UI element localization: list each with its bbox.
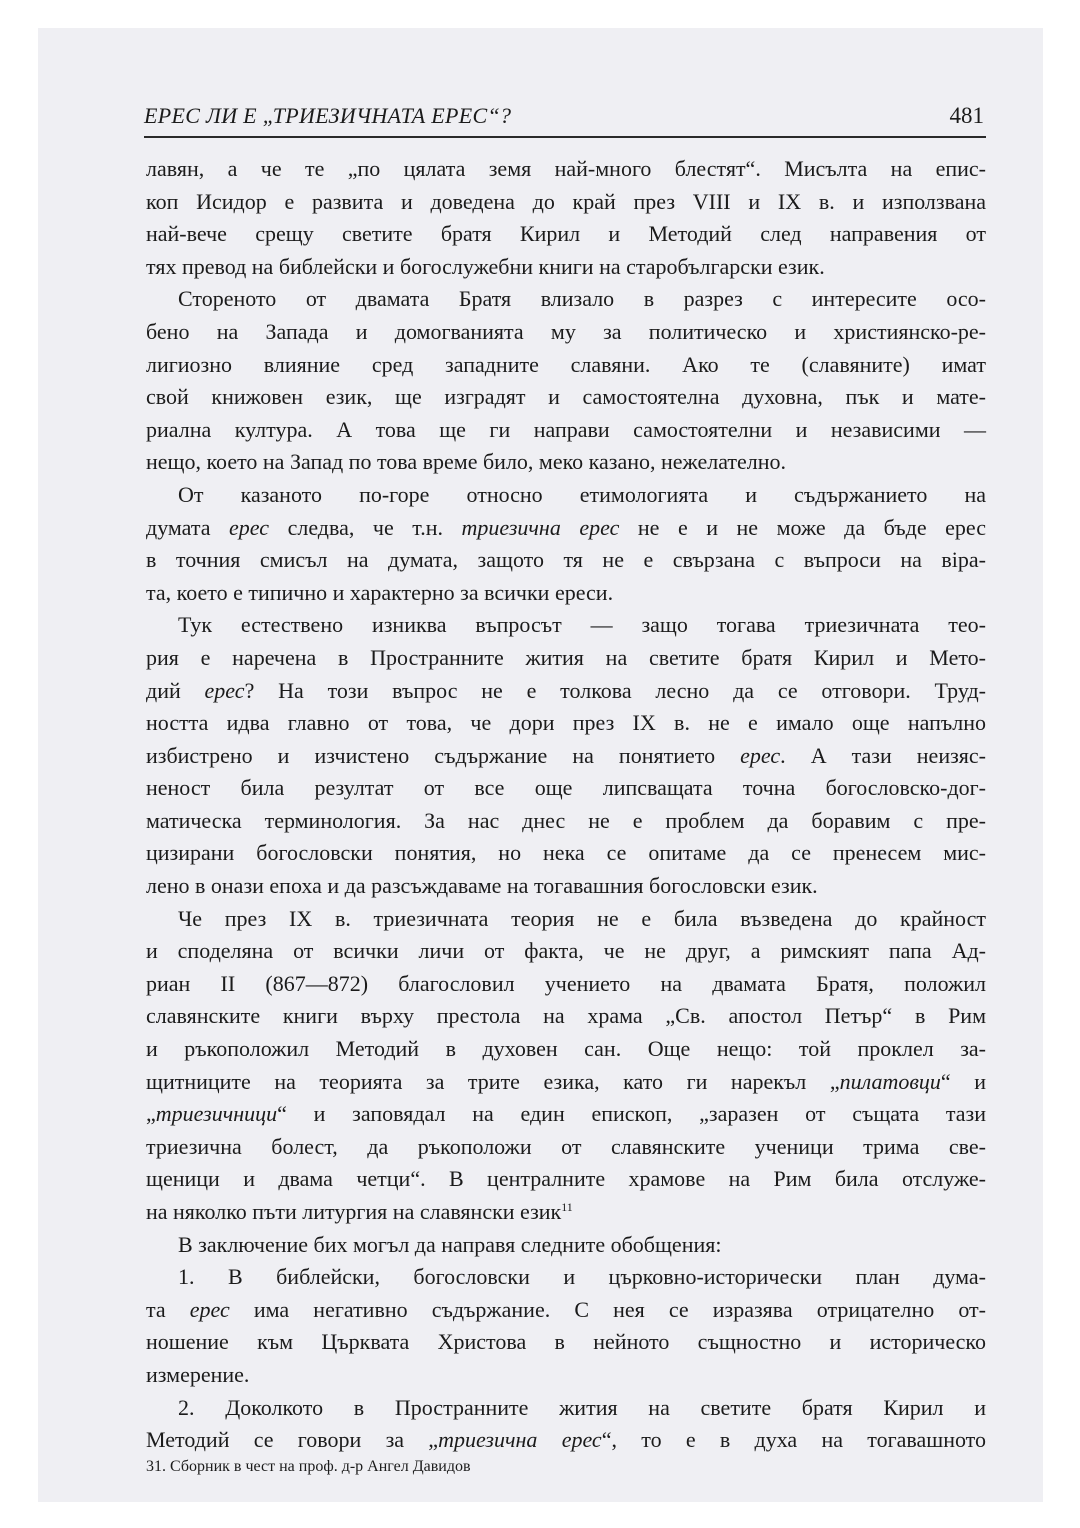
text-run: дий (146, 677, 205, 703)
footer-signature: 31. Сборник в чест на проф. д-р Ангел Давидов (146, 1458, 471, 1475)
text-line (146, 446, 986, 479)
text-line (146, 316, 986, 349)
text-line (146, 935, 986, 968)
text-run: неност била резултат от все още липсващата точна богословско-дог- (146, 775, 986, 801)
text-line (146, 642, 986, 675)
text-run: щитниците на теорията за трите езика, като ги нарекъл „ (146, 1068, 840, 1094)
text-run: 2. Доколкото в Пространните жития на светите братя Кирил и (178, 1394, 986, 1420)
text-line (146, 1424, 986, 1457)
text-run: Че през IX в. триезичната теория не е била възведена до крайност (178, 905, 986, 931)
text-line (146, 1000, 986, 1033)
text-run: бено на Запада и домогванията му за политическо и християнско-ре- (146, 318, 986, 344)
text-run: и споделяна от всички личи от факта, че не друг, а римският папа Ад- (146, 938, 986, 964)
italic-term: ерес (740, 742, 781, 768)
text-line (146, 414, 986, 447)
text-run: следва, че т.н. (269, 514, 462, 540)
text-run: „ (146, 1101, 156, 1127)
text-run: коп Исидор е развита и доведена до край през VIII и IX в. и използвана (146, 188, 986, 214)
page-number: 481 (949, 103, 984, 128)
text-run: нещо, което на Запад по това време било, меко казано, нежелателно. (146, 449, 787, 475)
text-line (146, 1163, 986, 1196)
text-run: ? На този въпрос не е толкова лесно да се отговори. Труд- (244, 677, 986, 703)
text-line (146, 1196, 986, 1229)
book-page (38, 28, 1043, 1502)
text-run: в точния смисъл на думата, защото тя не е свързана с въпроси на віра- (146, 547, 986, 573)
running-title: ЕРЕС ЛИ Е „ТРИЕЗИЧНАТА ЕРЕС“? (144, 103, 512, 128)
text-run: та, което е типично и характерно за всички ереси. (146, 579, 614, 605)
text-run: От казаното по-горе относно етимологията и съдържанието на (178, 481, 986, 507)
text-line (146, 479, 986, 512)
italic-term: триезична ерес (438, 1427, 602, 1453)
text-run: “ и заповядал на един епископ, „заразен от същата тази (277, 1101, 986, 1127)
text-line (146, 968, 986, 1001)
text-line (146, 218, 986, 251)
text-line (146, 1294, 986, 1327)
text-line (146, 805, 986, 838)
text-line (146, 153, 986, 186)
italic-term: ерес (189, 1296, 230, 1322)
text-run: измерение. (146, 1361, 250, 1387)
text-run: Стореното от двамата Братя влизало в разрез с интересите осо- (178, 286, 986, 312)
text-run: . А тази неизяс- (780, 742, 986, 768)
text-line (146, 837, 986, 870)
text-run: ношение към Църквата Христова в нейното същностно и историческо (146, 1329, 986, 1355)
text-run: и ръкоположил Методий в духовен сан. Още нещо: той проклел за- (146, 1036, 986, 1062)
text-run: думата (146, 514, 230, 540)
text-run: 1. В библейски, богословски и църковно-исторически план дума- (178, 1264, 986, 1290)
text-run: “, то е в духа на тогавашното (601, 1427, 987, 1453)
text-line (146, 1392, 986, 1425)
text-run: лавян, а че те „по цялата земя най-много блестят“. Мисълта на епис- (146, 156, 986, 181)
text-run: триезична болест, да ръкоположи от славянските ученици трима све- (146, 1133, 986, 1159)
text-run: рия е наречена в Пространните жития на светите братя Кирил и Мето- (146, 644, 986, 670)
italic-term: ерес (229, 514, 270, 540)
text-run: Методий се говори за „ (146, 1427, 439, 1453)
text-line (146, 1359, 986, 1392)
text-run: най-вече срещу светите братя Кирил и Методий след направения от (146, 221, 986, 247)
text-line (146, 772, 986, 805)
text-line (146, 577, 986, 610)
text-run: тях превод на библейски и богослужебни книги на старобългарски език. (146, 253, 825, 279)
running-header (144, 102, 984, 130)
text-line (146, 1098, 986, 1131)
text-line (146, 251, 986, 284)
text-line (146, 740, 986, 773)
text-run: риан II (867—872) благословил учението на двамата Братя, положил (146, 970, 986, 996)
text-run: “ и (940, 1068, 986, 1094)
italic-term: пилатовци (839, 1068, 941, 1094)
italic-term: триезична ерес (461, 514, 620, 540)
text-run: цизирани богословски понятия, но нека се опитаме да се пренесем мис- (146, 840, 986, 866)
text-run: Тук естествено изниква въпросът — защо тогава триезичната тео- (178, 612, 986, 638)
text-line (146, 544, 986, 577)
text-run: та (146, 1296, 190, 1322)
text-run: на няколко пъти литургия на славянски език (146, 1199, 562, 1224)
text-run: лено в онази епоха и да разсъждаваме на тогавашния богословски език. (146, 873, 818, 899)
header-rule (144, 136, 986, 138)
italic-term: триезичници (155, 1101, 278, 1127)
text-run: щеници и двама четци“. В централните храмове на Рим била отслуже- (146, 1166, 986, 1192)
text-line (146, 283, 986, 316)
text-line (146, 1066, 986, 1099)
text-line (146, 1033, 986, 1066)
text-run: свой книжовен език, ще изградят и самостоятелна духовна, пък и мате- (146, 384, 986, 410)
text-run: славянските книги върху престола на храма „Св. апостол Петър“ в Рим (146, 1003, 986, 1029)
text-run: В заключение бих могъл да направя следните обобщения: (178, 1231, 722, 1257)
italic-term: ерес (204, 677, 245, 703)
body-text (146, 153, 986, 1457)
text-run: има негативно съдържание. С нея се изразява отрицателно от- (229, 1296, 986, 1322)
text-run: ността идва главно от това, че дори през IX в. не е имало още напълно (146, 710, 986, 736)
text-line (146, 707, 986, 740)
text-line (146, 512, 986, 545)
footnote-ref: 11 (561, 1200, 573, 1214)
text-run: риална култура. А това ще ги направи самостоятелни и независими — (146, 416, 986, 442)
text-run: избистрено и изчистено съдържание на понятието (146, 742, 741, 768)
text-line (146, 903, 986, 936)
text-run: не е и не може да бъде ерес (619, 514, 986, 540)
text-line (146, 1229, 986, 1262)
text-line (146, 1326, 986, 1359)
text-line (146, 186, 986, 219)
text-run: матическа терминология. За нас днес не е проблем да боравим с пре- (146, 807, 986, 833)
text-run: лигиозно влияние сред западните славяни. Ако те (славяните) имат (146, 351, 986, 377)
text-line (146, 609, 986, 642)
text-line (146, 870, 986, 903)
text-line (146, 1131, 986, 1164)
text-line (146, 381, 986, 414)
text-line (146, 1261, 986, 1294)
text-line (146, 675, 986, 708)
text-line (146, 349, 986, 382)
